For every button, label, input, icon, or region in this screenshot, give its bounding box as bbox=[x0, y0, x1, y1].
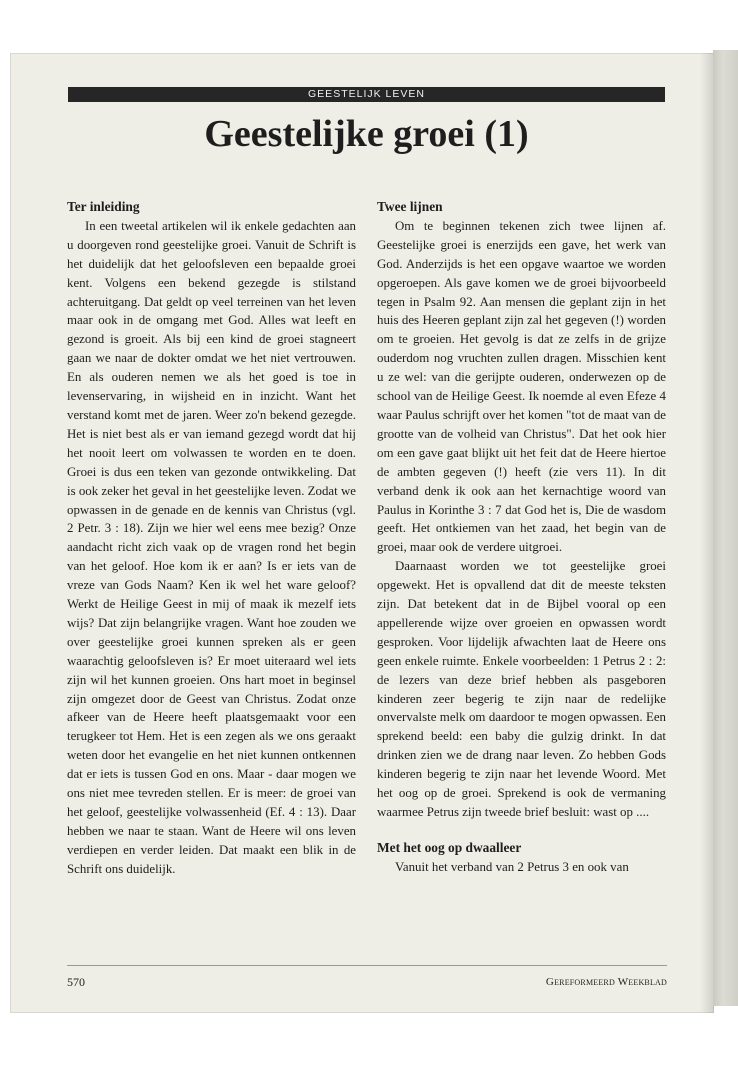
paragraph-twee-lijnen: Om te beginnen tekenen zich twee lijnen af. Geestelijke groei is enerzijds een gave, het werk van God. Anderzijds is het een opgave waartoe we worden opgeroepen. Als gave komen we de groei bijvoorbeeld tegen in Psalm 92. Aan mensen die geplant zijn in het huis des Heeren geplant zijn zal het gegeven (!) worden om te groeien. Het gevolg is dat ze zelfs in de grijze ouderdom nog vruchten zullen dragen. Misschien kent u ze wel: van die gerijpte ouderen, onderwezen op de school van de Heilige Geest. Ik noemde al even Efeze 4 waar Paulus schrijft over het komen "tot de maat van de grootte van de volheid van Christus". Dat het ook hier om een gave gaat blijkt uit het feit dat de Heere hiertoe de ambten gegeven (!) heeft (zie vers 11). In dit verband denk ik ook aan het kernachtige woord van Paulus in Korinthe 3 : 7 dat God het is, Die de wasdom geeft. Het ontkiemen van het zaad, het begin van de groei, maar ook de verdere uitgroei. bbox=[377, 218, 666, 555]
right-column bbox=[377, 198, 666, 877]
heading-twee-lijnen: Twee lijnen bbox=[377, 199, 443, 214]
paragraph-dwaalleer: Vanuit het verband van 2 Petrus 3 en ook van bbox=[395, 859, 629, 874]
page-edge bbox=[713, 50, 738, 1006]
article-title: Geestelijke groei (1) bbox=[204, 113, 529, 155]
heading-dwaalleer: Met het oog op dwaalleer bbox=[377, 839, 522, 855]
page-number: 570 bbox=[67, 975, 85, 989]
spine-shadow bbox=[700, 53, 714, 1013]
paragraph-daarnaast: Daarnaast worden we tot geestelijke groei opgewekt. Het is opvallend dat dit de meeste teksten zijn. Dat betekent dat in de Bijbel vooral op een appellerende wijze over groeien en opwassen wordt gesproken. Voor lijdelijk afwachten laat de Heere ons geen enkele ruimte. Enkele voorbeelden: 1 Petrus 2 : 2: de lezers van deze brief hebben als pasgeboren kinderen zeer begerig te zijn naar de redelijke onvervalste melk om daardoor te mogen opwassen. Een sprekend beeld: een baby die gulzig drinkt. In dat drinken zien we de drang naar leven. Zo hebben Gods kinderen begerig te zijn naar het levende Woord. Met het oog op de groei. Sprekend is ook de vermaning waarmee Petrus zijn tweede brief besluit: wast op .... bbox=[377, 559, 666, 819]
left-column bbox=[67, 198, 356, 879]
heading-ter-inleiding: Ter inleiding bbox=[67, 199, 140, 214]
section-gap bbox=[377, 822, 666, 839]
publication-name: Gereformeerd Weekblad bbox=[545, 976, 667, 988]
section-rubric: GEESTELIJK LEVEN bbox=[68, 87, 665, 102]
paragraph-intro: In een tweetal artikelen wil ik enkele gedachten aan u doorgeven rond geestelijke groei. Vanuit de Schrift is het duidelijk dat het geloofsleven een bepaalde groei kent. Volgens een bekend gezegde is stilstand achteruitgang. Dat geldt op veel terreinen van het leven maar ook in de omgang met God. Alles wat leeft en gezond is groeit. Als bij een kind de groei stagneert gaan we naar de dokter omdat we het niet vertrouwen. En als ouderen nemen we als het goed is toe in levenservaring, in wijsheid en in inzicht. Want het verstand komt met de jaren. Weer zo'n bekend gezegde. Het is niet best als er van iemand gezegd wordt dat hij het nooit leert om volwassen te worden en te doen. Groei is dus een teken van gezonde ontwikkeling. Dat is ook zeker het geval in het geestelijke leven. Zodat we opwassen in de genade en de kennis van Christus (vgl. 2 Petr. 3 : 18). Zijn we hier wel eens mee bezig? Onze aandacht richt zich vaak op de vragen rond het begin van het geloof. Hoe kom ik er aan? Is er iets van de vreze van Gods Naam? Ken ik wel het ware geloof? Werkt de Heilige Geest in mij of maak ik mezelf iets wijs? Dat zijn belangrijke vragen. Want hoe zouden we over geestelijke groei kunnen spreken als er geen waarachtig geloofsleven is? Er moet uiteraard wel iets zijn wil het kunnen groeien. Ons hart moet in beginsel zijn omgezet door de Geest van Christus. Zodat onze afkeer van de Heere heeft plaatsgemaakt voor een terugkeer tot Hem. Het is een zegen als we ons geraakt weten door het evangelie en het niet kunnen ontkennen dat er iets is tussen God en ons. Maar - daar mogen we ons niet mee tevreden stellen. Er is meer: de groei van het geloof, geestelijke volwassenheid (Ef. 4 : 13). Daar hebben we naar te staan. Want de Heere wil ons leven verdiepen en verder leiden. Dat maakt een blik in de Schrift ons duidelijk. bbox=[67, 218, 356, 876]
footer-rule bbox=[67, 965, 667, 966]
